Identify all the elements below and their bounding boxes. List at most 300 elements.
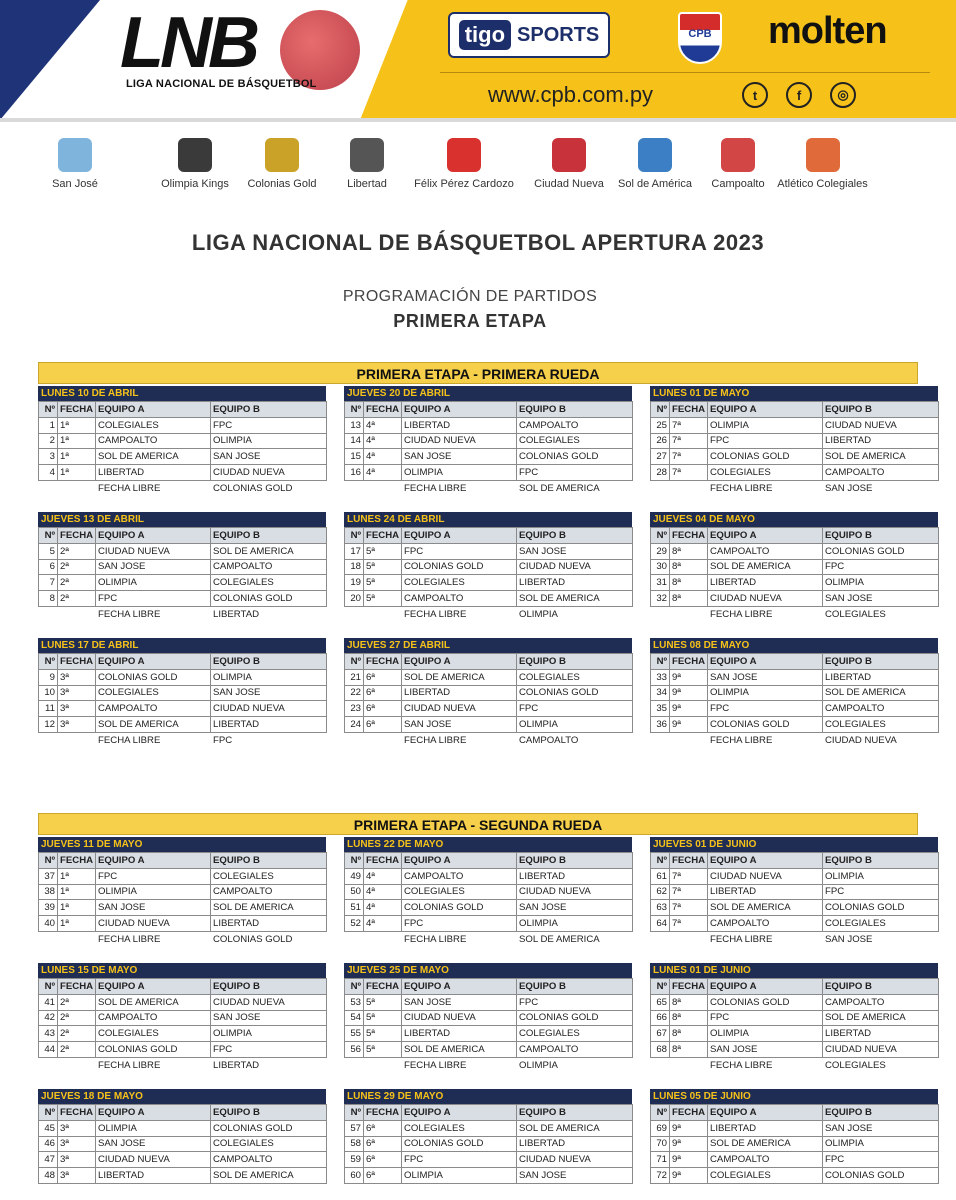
table-row xyxy=(651,591,939,607)
column-header-a: EQUIPO A xyxy=(402,853,517,869)
team-b: COLONIAS GOLD xyxy=(211,1120,327,1136)
matches-table xyxy=(38,527,327,607)
match-number: 15 xyxy=(345,449,364,465)
match-fecha: 5ª xyxy=(364,591,402,607)
match-fecha: 8ª xyxy=(670,559,708,575)
column-header-fecha: FECHA xyxy=(670,654,708,670)
match-number: 56 xyxy=(345,1042,364,1058)
free-label: FECHA LIBRE xyxy=(98,608,161,620)
match-number: 47 xyxy=(39,1152,58,1168)
match-fecha: 6ª xyxy=(364,1136,402,1152)
table-row xyxy=(39,1026,327,1042)
matchday-block xyxy=(38,638,326,749)
cpb-badge-text: CPB xyxy=(688,28,712,40)
team-a: CAMPOALTO xyxy=(708,916,823,932)
column-header-b: EQUIPO B xyxy=(517,853,633,869)
matchday-date: LUNES 17 DE ABRIL xyxy=(38,638,326,653)
team-a: COLEGIALES xyxy=(708,1168,823,1184)
table-row xyxy=(345,543,633,559)
team-3 xyxy=(332,138,402,190)
matches-table xyxy=(650,653,939,733)
stage-title: PRIMERA ETAPA xyxy=(393,311,547,331)
free-team: COLEGIALES xyxy=(825,608,886,620)
column-header-a: EQUIPO A xyxy=(96,853,211,869)
free-team-row xyxy=(38,607,326,623)
table-row xyxy=(39,559,327,575)
team-2 xyxy=(237,138,327,190)
team-b: COLEGIALES xyxy=(211,1136,327,1152)
instagram-icon[interactable]: ◎ xyxy=(830,82,856,108)
team-name: Félix Pérez Cardozo xyxy=(414,178,514,190)
team-b: OLIMPIA xyxy=(517,916,633,932)
header-navy-corner xyxy=(0,0,100,120)
column-header-fecha: FECHA xyxy=(364,1105,402,1121)
matchday-date: JUEVES 13 DE ABRIL xyxy=(38,512,326,527)
match-number: 10 xyxy=(39,685,58,701)
match-number: 40 xyxy=(39,916,58,932)
match-number: 48 xyxy=(39,1168,58,1184)
team-b: SOL DE AMERICA xyxy=(517,1120,633,1136)
table-row xyxy=(39,717,327,733)
matches-table xyxy=(650,401,939,481)
table-row xyxy=(39,1136,327,1152)
match-fecha: 6ª xyxy=(364,1152,402,1168)
match-fecha: 5ª xyxy=(364,1026,402,1042)
table-row xyxy=(345,449,633,465)
team-name: San José xyxy=(52,178,98,190)
matchday-block xyxy=(650,837,938,948)
match-fecha: 1ª xyxy=(58,884,96,900)
table-row xyxy=(345,916,633,932)
team-b: SOL DE AMERICA xyxy=(517,591,633,607)
match-number: 17 xyxy=(345,543,364,559)
column-header-a: EQUIPO A xyxy=(708,402,823,418)
matchday-block xyxy=(38,963,326,1074)
team-name: Atlético Colegiales xyxy=(777,178,868,190)
column-header-a: EQUIPO A xyxy=(402,979,517,995)
lnb-logo xyxy=(110,3,370,93)
matchday-date: LUNES 08 DE MAYO xyxy=(650,638,938,653)
column-header-n: Nº xyxy=(651,402,670,418)
match-number: 3 xyxy=(39,449,58,465)
column-header-a: EQUIPO A xyxy=(402,654,517,670)
team-a: FPC xyxy=(708,701,823,717)
team-a: SAN JOSE xyxy=(402,449,517,465)
team-b: LIBERTAD xyxy=(211,717,327,733)
team-a: OLIMPIA xyxy=(96,884,211,900)
free-label: FECHA LIBRE xyxy=(404,734,467,746)
matchday-date: LUNES 05 DE JUNIO xyxy=(650,1089,938,1104)
team-b: COLONIAS GOLD xyxy=(823,543,939,559)
match-number: 11 xyxy=(39,701,58,717)
facebook-icon[interactable]: f xyxy=(786,82,812,108)
header-divider xyxy=(440,72,930,73)
match-number: 34 xyxy=(651,685,670,701)
column-header-a: EQUIPO A xyxy=(708,654,823,670)
team-b: FPC xyxy=(517,994,633,1010)
match-fecha: 8ª xyxy=(670,591,708,607)
website-link[interactable]: www.cpb.com.py xyxy=(488,82,654,107)
team-b: COLEGIALES xyxy=(517,433,633,449)
matches-table xyxy=(38,1104,327,1184)
match-fecha: 9ª xyxy=(670,701,708,717)
column-header-a: EQUIPO A xyxy=(708,979,823,995)
free-team-row xyxy=(344,607,632,623)
column-header-fecha: FECHA xyxy=(364,654,402,670)
team-8 xyxy=(770,138,875,190)
column-header-fecha: FECHA xyxy=(670,979,708,995)
match-number: 8 xyxy=(39,591,58,607)
match-fecha: 6ª xyxy=(364,1168,402,1184)
match-number: 1 xyxy=(39,417,58,433)
matches-table xyxy=(650,1104,939,1184)
matchday-block xyxy=(650,512,938,623)
team-b: OLIMPIA xyxy=(823,1136,939,1152)
match-fecha: 4ª xyxy=(364,449,402,465)
match-number: 69 xyxy=(651,1120,670,1136)
match-fecha: 4ª xyxy=(364,868,402,884)
team-b: SOL DE AMERICA xyxy=(211,1168,327,1184)
match-number: 28 xyxy=(651,465,670,481)
team-b: SAN JOSE xyxy=(211,685,327,701)
table-row xyxy=(345,465,633,481)
matchday-date: JUEVES 18 DE MAYO xyxy=(38,1089,326,1104)
match-number: 2 xyxy=(39,433,58,449)
match-number: 57 xyxy=(345,1120,364,1136)
team-b: OLIMPIA xyxy=(211,669,327,685)
table-row xyxy=(345,591,633,607)
match-fecha: 2ª xyxy=(58,543,96,559)
matches-table xyxy=(650,527,939,607)
matchday-date: LUNES 01 DE MAYO xyxy=(650,386,938,401)
team-b: FPC xyxy=(823,1152,939,1168)
matches-table xyxy=(344,978,633,1058)
team-a: FPC xyxy=(402,543,517,559)
team-a: LIBERTAD xyxy=(96,1168,211,1184)
table-header-row xyxy=(345,853,633,869)
match-number: 46 xyxy=(39,1136,58,1152)
column-header-n: Nº xyxy=(39,853,58,869)
match-number: 50 xyxy=(345,884,364,900)
column-header-n: Nº xyxy=(651,1105,670,1121)
table-row xyxy=(345,884,633,900)
match-fecha: 9ª xyxy=(670,685,708,701)
table-row xyxy=(39,575,327,591)
team-badge-icon xyxy=(721,138,755,172)
team-a: COLEGIALES xyxy=(708,465,823,481)
team-b: FPC xyxy=(823,884,939,900)
table-header-row xyxy=(651,1105,939,1121)
team-a: LIBERTAD xyxy=(402,685,517,701)
column-header-b: EQUIPO B xyxy=(517,402,633,418)
match-fecha: 8ª xyxy=(670,1042,708,1058)
team-b: CAMPOALTO xyxy=(517,417,633,433)
team-b: OLIMPIA xyxy=(517,717,633,733)
column-header-b: EQUIPO B xyxy=(517,528,633,544)
twitter-icon[interactable]: t xyxy=(742,82,768,108)
free-label: FECHA LIBRE xyxy=(710,1059,773,1071)
free-team-row xyxy=(650,607,938,623)
match-fecha: 3ª xyxy=(58,1120,96,1136)
team-a: CIUDAD NUEVA xyxy=(708,591,823,607)
matchday-block xyxy=(650,386,938,497)
table-header-row xyxy=(651,402,939,418)
column-header-fecha: FECHA xyxy=(670,853,708,869)
free-team-row xyxy=(344,1058,632,1074)
match-fecha: 6ª xyxy=(364,1120,402,1136)
match-number: 51 xyxy=(345,900,364,916)
teams-row xyxy=(40,138,920,198)
header xyxy=(0,0,956,120)
column-header-b: EQUIPO B xyxy=(823,654,939,670)
free-team: COLEGIALES xyxy=(825,1059,886,1071)
team-a: OLIMPIA xyxy=(402,465,517,481)
team-b: OLIMPIA xyxy=(211,433,327,449)
matches-table xyxy=(344,852,633,932)
column-header-fecha: FECHA xyxy=(58,979,96,995)
free-team: SAN JOSE xyxy=(825,933,873,945)
match-fecha: 4ª xyxy=(364,916,402,932)
table-row xyxy=(651,1042,939,1058)
match-fecha: 9ª xyxy=(670,717,708,733)
matchday-block xyxy=(344,1089,632,1184)
column-header-b: EQUIPO B xyxy=(517,979,633,995)
table-row xyxy=(345,1120,633,1136)
table-header-row xyxy=(345,528,633,544)
team-a: COLONIAS GOLD xyxy=(402,559,517,575)
match-number: 31 xyxy=(651,575,670,591)
match-fecha: 3ª xyxy=(58,1152,96,1168)
table-row xyxy=(651,685,939,701)
match-number: 66 xyxy=(651,1010,670,1026)
match-fecha: 8ª xyxy=(670,543,708,559)
match-number: 30 xyxy=(651,559,670,575)
column-header-n: Nº xyxy=(651,853,670,869)
team-b: COLEGIALES xyxy=(211,575,327,591)
matchday-block xyxy=(38,1089,326,1184)
matches-table xyxy=(650,978,939,1058)
match-number: 26 xyxy=(651,433,670,449)
free-team: COLONIAS GOLD xyxy=(213,933,293,945)
table-row xyxy=(39,916,327,932)
match-number: 32 xyxy=(651,591,670,607)
column-header-b: EQUIPO B xyxy=(211,853,327,869)
team-a: FPC xyxy=(96,591,211,607)
table-row xyxy=(651,900,939,916)
matchday-date: JUEVES 04 DE MAYO xyxy=(650,512,938,527)
column-header-n: Nº xyxy=(39,654,58,670)
match-number: 45 xyxy=(39,1120,58,1136)
table-row xyxy=(345,1168,633,1184)
match-number: 24 xyxy=(345,717,364,733)
match-number: 63 xyxy=(651,900,670,916)
match-number: 72 xyxy=(651,1168,670,1184)
match-fecha: 3ª xyxy=(58,1168,96,1184)
table-row xyxy=(651,559,939,575)
match-number: 33 xyxy=(651,669,670,685)
table-row xyxy=(345,685,633,701)
team-b: LIBERTAD xyxy=(823,433,939,449)
table-row xyxy=(345,994,633,1010)
free-label: FECHA LIBRE xyxy=(404,482,467,494)
matchday-block xyxy=(344,512,632,623)
table-row xyxy=(345,1042,633,1058)
team-1 xyxy=(150,138,240,190)
team-b: COLEGIALES xyxy=(823,717,939,733)
team-name: Ciudad Nueva xyxy=(534,178,604,190)
match-number: 68 xyxy=(651,1042,670,1058)
team-a: SAN JOSE xyxy=(96,559,211,575)
team-a: CAMPOALTO xyxy=(96,701,211,717)
column-header-a: EQUIPO A xyxy=(708,528,823,544)
column-header-n: Nº xyxy=(39,1105,58,1121)
table-row xyxy=(345,1010,633,1026)
column-header-fecha: FECHA xyxy=(670,528,708,544)
free-team-row xyxy=(650,1058,938,1074)
team-a: COLONIAS GOLD xyxy=(96,669,211,685)
team-b: FPC xyxy=(211,1042,327,1058)
team-b: LIBERTAD xyxy=(823,669,939,685)
team-b: SAN JOSE xyxy=(823,591,939,607)
matchday-block xyxy=(650,963,938,1074)
team-b: COLEGIALES xyxy=(823,916,939,932)
team-a: SOL DE AMERICA xyxy=(708,559,823,575)
team-a: COLONIAS GOLD xyxy=(402,900,517,916)
team-name: Colonias Gold xyxy=(247,178,317,190)
column-header-a: EQUIPO A xyxy=(402,1105,517,1121)
free-team-row xyxy=(344,733,632,749)
team-b: OLIMPIA xyxy=(211,1026,327,1042)
sports-wordmark: SPORTS xyxy=(517,23,600,46)
team-name: Sol de América xyxy=(618,178,692,190)
team-b: OLIMPIA xyxy=(823,575,939,591)
team-5 xyxy=(524,138,614,190)
match-fecha: 4ª xyxy=(364,433,402,449)
free-label: FECHA LIBRE xyxy=(710,482,773,494)
match-fecha: 2ª xyxy=(58,994,96,1010)
free-team: OLIMPIA xyxy=(519,608,558,620)
team-a: SAN JOSE xyxy=(402,994,517,1010)
team-b: COLONIAS GOLD xyxy=(211,591,327,607)
match-fecha: 7ª xyxy=(670,868,708,884)
team-a: SOL DE AMERICA xyxy=(96,449,211,465)
team-b: CIUDAD NUEVA xyxy=(517,559,633,575)
column-header-n: Nº xyxy=(345,1105,364,1121)
team-a: SAN JOSE xyxy=(708,1042,823,1058)
table-row xyxy=(651,1136,939,1152)
column-header-n: Nº xyxy=(651,979,670,995)
team-badge-icon xyxy=(806,138,840,172)
match-fecha: 9ª xyxy=(670,1152,708,1168)
table-row xyxy=(39,449,327,465)
match-number: 70 xyxy=(651,1136,670,1152)
team-a: COLONIAS GOLD xyxy=(708,994,823,1010)
free-label: FECHA LIBRE xyxy=(404,1059,467,1071)
match-number: 43 xyxy=(39,1026,58,1042)
team-a: SOL DE AMERICA xyxy=(708,1136,823,1152)
table-row xyxy=(39,994,327,1010)
lnb-subtitle: LIGA NACIONAL DE BÁSQUETBOL xyxy=(126,78,317,90)
team-a: COLEGIALES xyxy=(96,1026,211,1042)
table-row xyxy=(345,868,633,884)
match-fecha: 2ª xyxy=(58,1042,96,1058)
team-b: CAMPOALTO xyxy=(517,1042,633,1058)
table-row xyxy=(39,669,327,685)
team-b: CAMPOALTO xyxy=(211,884,327,900)
team-a: FPC xyxy=(402,916,517,932)
column-header-fecha: FECHA xyxy=(58,528,96,544)
table-row xyxy=(39,1010,327,1026)
table-row xyxy=(651,669,939,685)
match-fecha: 3ª xyxy=(58,669,96,685)
team-b: CIUDAD NUEVA xyxy=(823,417,939,433)
team-b: LIBERTAD xyxy=(517,868,633,884)
table-row xyxy=(345,1152,633,1168)
match-number: 54 xyxy=(345,1010,364,1026)
column-header-fecha: FECHA xyxy=(670,402,708,418)
team-b: SAN JOSE xyxy=(211,1010,327,1026)
matchday-date: LUNES 15 DE MAYO xyxy=(38,963,326,978)
free-team-row xyxy=(650,932,938,948)
free-team: LIBERTAD xyxy=(213,1059,260,1071)
column-header-n: Nº xyxy=(39,979,58,995)
team-a: SAN JOSE xyxy=(96,1136,211,1152)
tigo-wordmark: tigo xyxy=(459,20,511,50)
column-header-b: EQUIPO B xyxy=(517,1105,633,1121)
team-badge-icon xyxy=(58,138,92,172)
table-header-row xyxy=(39,1105,327,1121)
team-b: CIUDAD NUEVA xyxy=(211,465,327,481)
header-bottom-stripe xyxy=(0,118,956,122)
match-number: 35 xyxy=(651,701,670,717)
column-header-n: Nº xyxy=(345,979,364,995)
matchday-date: LUNES 01 DE JUNIO xyxy=(650,963,938,978)
round-banner: PRIMERA ETAPA - PRIMERA RUEDA xyxy=(38,362,918,384)
table-row xyxy=(345,433,633,449)
match-fecha: 6ª xyxy=(364,701,402,717)
match-fecha: 7ª xyxy=(670,417,708,433)
match-fecha: 4ª xyxy=(364,465,402,481)
column-header-b: EQUIPO B xyxy=(823,402,939,418)
table-header-row xyxy=(651,979,939,995)
matchday-date: LUNES 10 DE ABRIL xyxy=(38,386,326,401)
matchday-date: LUNES 29 DE MAYO xyxy=(344,1089,632,1104)
match-fecha: 6ª xyxy=(364,717,402,733)
team-b: SOL DE AMERICA xyxy=(211,543,327,559)
free-team: CIUDAD NUEVA xyxy=(825,734,897,746)
free-team: COLONIAS GOLD xyxy=(213,482,293,494)
column-header-a: EQUIPO A xyxy=(708,853,823,869)
match-fecha: 8ª xyxy=(670,994,708,1010)
match-number: 65 xyxy=(651,994,670,1010)
matches-table xyxy=(344,653,633,733)
match-fecha: 3ª xyxy=(58,1136,96,1152)
team-a: CIUDAD NUEVA xyxy=(402,701,517,717)
matchday-block xyxy=(38,386,326,497)
team-a: CIUDAD NUEVA xyxy=(96,1152,211,1168)
matchday-block xyxy=(344,386,632,497)
team-b: COLONIAS GOLD xyxy=(517,685,633,701)
table-header-row xyxy=(651,654,939,670)
table-header-row xyxy=(345,402,633,418)
team-b: SAN JOSE xyxy=(517,1168,633,1184)
team-b: COLEGIALES xyxy=(517,1026,633,1042)
team-b: OLIMPIA xyxy=(823,868,939,884)
table-row xyxy=(651,417,939,433)
matches-table xyxy=(344,401,633,481)
match-number: 64 xyxy=(651,916,670,932)
team-a: COLONIAS GOLD xyxy=(708,717,823,733)
